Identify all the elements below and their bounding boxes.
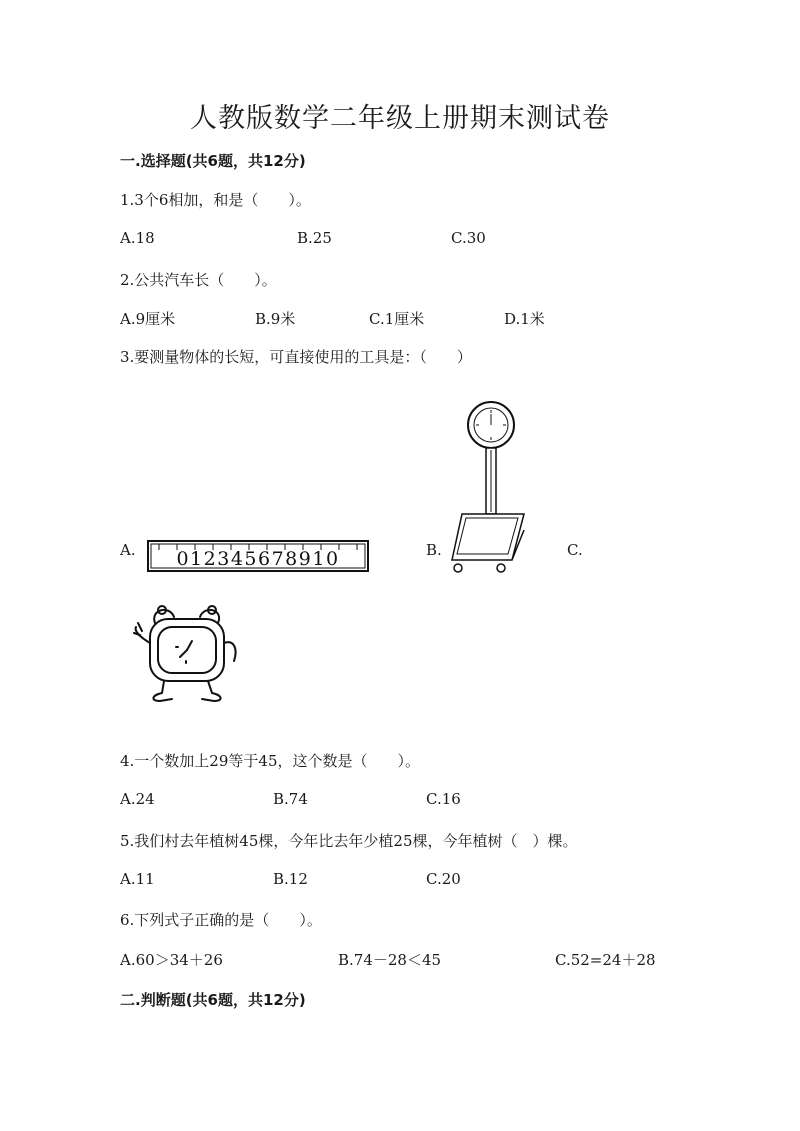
q4-option-a: A.24 xyxy=(120,790,155,808)
question-5: 5.我们村去年植树45棵，今年比去年少植25棵，今年植树（ ）棵。 xyxy=(120,832,578,850)
question-2: 2.公共汽车长（ ）。 xyxy=(120,271,277,289)
q1-option-a: A.18 xyxy=(120,229,155,247)
q4-option-c: C.16 xyxy=(426,790,461,808)
page-title: 人教版数学二年级上册期末测试卷 xyxy=(190,103,610,134)
q5-option-c: C.20 xyxy=(426,870,461,888)
ruler-digits: 012345678910 xyxy=(176,548,340,570)
q6-option-b: B.74－28＜45 xyxy=(338,951,442,969)
q2-option-d: D.1米 xyxy=(504,310,545,328)
q6-option-c: C.52=24＋28 xyxy=(555,951,656,969)
alarm-clock-illustration xyxy=(128,603,246,705)
section-heading-choice: 一.选择题(共6题，共12分) xyxy=(120,152,306,170)
q5-option-a: A.11 xyxy=(120,870,155,888)
q1-option-c: C.30 xyxy=(451,229,486,247)
q3-option-c: C. xyxy=(567,541,583,559)
q6-option-a: A.60＞34＋26 xyxy=(120,951,223,969)
q3-option-a: A. xyxy=(120,541,136,559)
section-heading-judgment: 二.判断题(共6题，共12分) xyxy=(120,991,306,1009)
question-1: 1.3个6相加，和是（ ）。 xyxy=(120,191,311,209)
q2-option-b: B.9米 xyxy=(255,310,296,328)
question-6: 6.下列式子正确的是（ ）。 xyxy=(120,911,322,929)
q2-option-c: C.1厘米 xyxy=(369,310,425,328)
q4-option-b: B.74 xyxy=(273,790,308,808)
ruler-illustration xyxy=(147,540,369,572)
q1-option-b: B.25 xyxy=(297,229,332,247)
question-4: 4.一个数加上29等于45，这个数是（ ）。 xyxy=(120,752,420,770)
q2-option-a: A.9厘米 xyxy=(120,310,176,328)
question-3: 3.要测量物体的长短，可直接使用的工具是：（ ） xyxy=(120,348,472,366)
q5-option-b: B.12 xyxy=(273,870,308,888)
q3-option-b: B. xyxy=(426,541,442,559)
weighing-scale-illustration xyxy=(446,400,528,580)
